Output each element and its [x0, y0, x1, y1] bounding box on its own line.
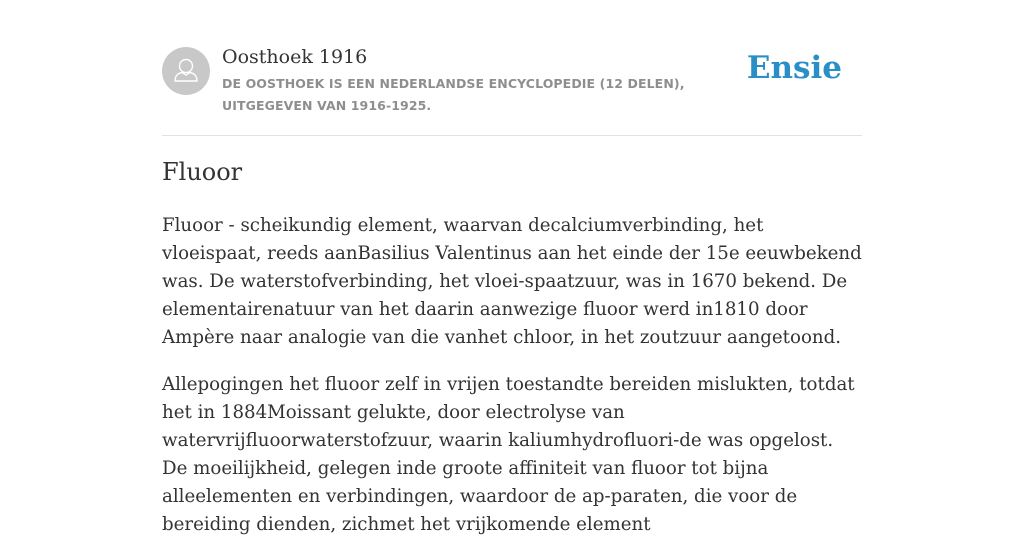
user-icon: [162, 47, 210, 95]
source-header: [162, 46, 862, 116]
ensie-logo[interactable]: Ensie: [746, 50, 842, 86]
article-paragraph: Allepogingen het fluoor zelf in vrijen toestandte bereiden mislukten, totdat het in 1884Moissant gelukte, door electrolyse van watervrijfluoorwaterstofzuur, waarin kaliumhydrofluori-de was opgelost. De moeilijkheid, gelegen inde groote affiniteit van fluoor tot bijna alleelementen en verbindingen, waardoor de ap-paraten, die voor de bereiding dienden, zichmet het vrijkomende element: [162, 374, 855, 535]
source-name[interactable]: Oosthoek 1916: [222, 46, 368, 68]
header-divider: [162, 135, 862, 136]
article-paragraph: Fluoor - scheikundig element, waarvan decalciumverbinding, het vloeispaat, reeds aanBasilius Valentinus aan het einde der 15e eeuwbekend was. De waterstofverbinding, het vloei-spaatzuur, was in 1670 bekend. De elementairenatuur van het daarin aanwezige fluoor werd in1810 door Ampère naar analogie van die vanhet chloor, in het zoutzuur aangetoond.: [162, 215, 862, 348]
source-description: DE OOSTHOEK IS EEN NEDERLANDSE ENCYCLOPEDIE (12 DELEN), UITGEGEVEN VAN 1916-1925.: [222, 76, 685, 113]
article-title: Fluoor: [162, 158, 243, 186]
article-body: [162, 212, 862, 558]
source-avatar[interactable]: [162, 47, 210, 95]
